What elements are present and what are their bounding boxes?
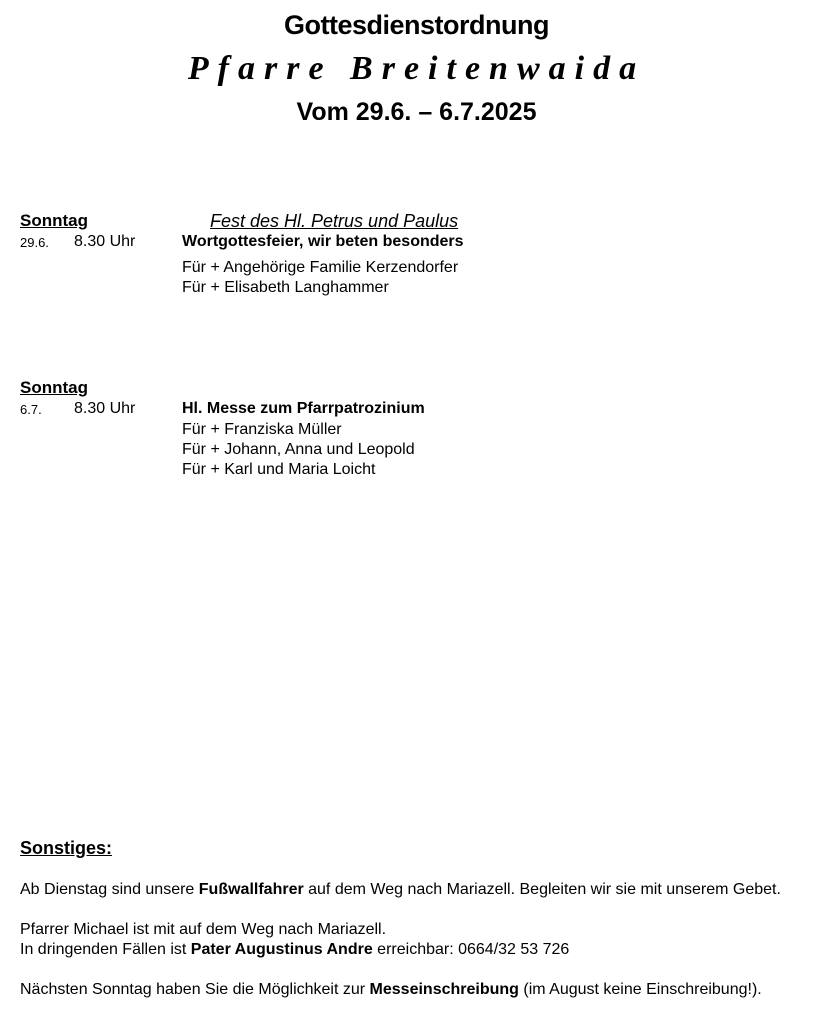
misc-paragraph-registration [20, 980, 800, 1000]
service-2-intention: Für + Johann, Anna und Leopold [182, 441, 415, 458]
bold-text: Messeinschreibung [369, 981, 519, 998]
service-2-title: Hl. Messe zum Pfarrpatrozinium [182, 400, 425, 417]
text: auf dem Weg nach Mariazell. Begleiten wir sie mit unserem Gebet. [303, 881, 781, 898]
text: (im August keine Einschreibung!). [518, 981, 762, 998]
misc-paragraph-contact [20, 940, 800, 960]
text: Nächsten Sonntag haben Sie die Möglichkeit zur [20, 981, 370, 998]
service-2-day: Sonntag [20, 378, 88, 397]
misc-paragraph-pilgrims [20, 880, 800, 900]
misc-heading: Sonstiges: [20, 838, 113, 858]
bold-text: Fußwallfahrer [198, 881, 304, 898]
service-1-intention: Für + Angehörige Familie Kerzendorfer [182, 259, 459, 276]
service-2-time: 8.30 Uhr [74, 400, 136, 417]
service-1-feast: Fest des Hl. Petrus und Paulus [210, 211, 459, 231]
date-range: Vom 29.6. – 6.7.2025 [296, 98, 537, 126]
service-2-intention: Für + Karl und Maria Loicht [182, 461, 376, 478]
service-1-title: Wortgottesfeier, wir beten besonders [182, 233, 464, 250]
text: In dringenden Fällen ist [20, 941, 191, 958]
misc-paragraph-priest: Pfarrer Michael ist mit auf dem Weg nach Mariazell. [20, 921, 387, 938]
text: Ab Dienstag sind unsere [20, 881, 199, 898]
service-1-date: 29.6. [20, 235, 49, 250]
parish-name: Pfarre Breitenwaida [187, 50, 646, 87]
service-2-date: 6.7. [20, 402, 42, 417]
bold-text: Pater Augustinus Andre [190, 941, 373, 958]
service-1-day: Sonntag [20, 211, 88, 230]
service-2-intention: Für + Franziska Müller [182, 421, 342, 438]
text: erreichbar: 0664/32 53 726 [372, 941, 570, 958]
service-1-time: 8.30 Uhr [74, 233, 136, 250]
service-1-intention: Für + Elisabeth Langhammer [182, 279, 389, 296]
page-title: Gottesdienstordnung [284, 10, 549, 40]
